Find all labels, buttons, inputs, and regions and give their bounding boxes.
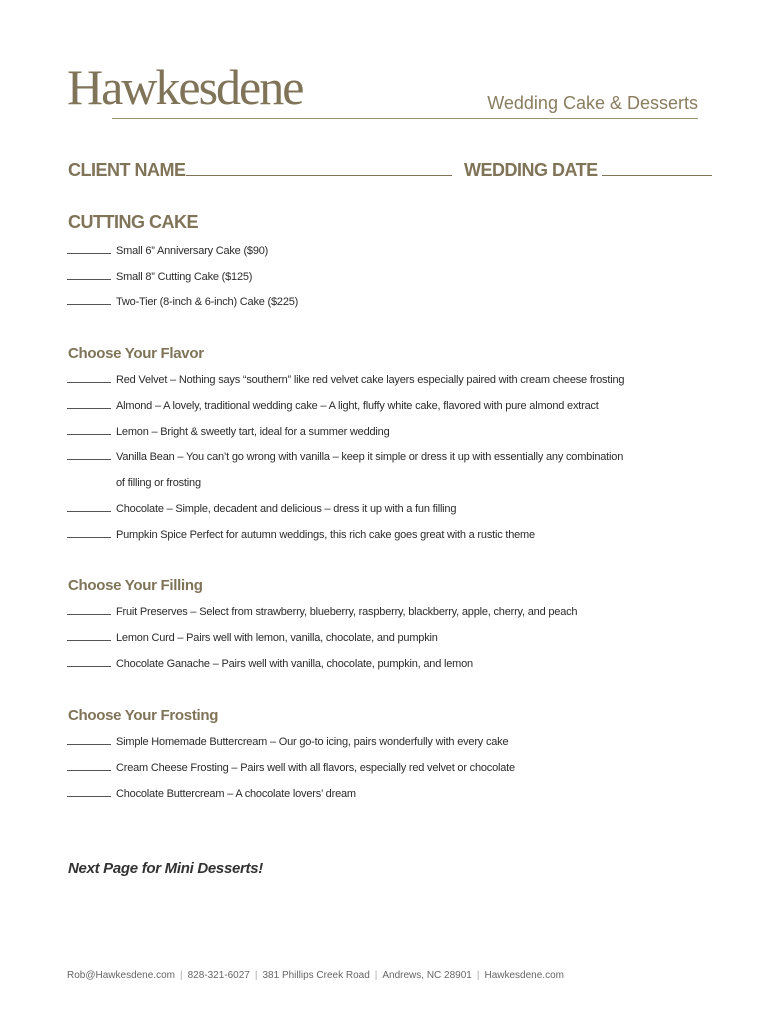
- item-label: Small 8” Cutting Cake ($125): [116, 271, 253, 283]
- selection-blank[interactable]: [67, 450, 111, 460]
- header-divider: [112, 118, 698, 119]
- list-item: [67, 631, 438, 644]
- item-label: Chocolate Buttercream – A chocolate lovers’ dream: [116, 788, 356, 800]
- footer-city: Andrews, NC 28901: [382, 970, 472, 981]
- selection-blank[interactable]: [67, 605, 111, 615]
- client-name-field[interactable]: [186, 161, 452, 176]
- section-title-filling: Choose Your Filling: [68, 577, 203, 594]
- wedding-date-label: WEDDING DATE: [464, 160, 598, 180]
- client-name-label: CLIENT NAME: [68, 160, 186, 180]
- section-title-cutting-cake: CUTTING CAKE: [68, 212, 198, 232]
- list-item: [67, 244, 268, 257]
- item-label: Red Velvet – Nothing says “southern” like red velvet cake layers especially paired with cream cheese frosting: [116, 374, 625, 386]
- selection-blank[interactable]: [67, 399, 111, 409]
- selection-blank[interactable]: [67, 270, 111, 280]
- client-info-row: [68, 160, 712, 181]
- selection-blank[interactable]: [67, 295, 111, 305]
- item-label: Two-Tier (8-inch & 6-inch) Cake ($225): [116, 296, 299, 308]
- selection-blank[interactable]: [67, 502, 111, 512]
- item-label: Vanilla Bean – You can’t go wrong with vanilla – keep it simple or dress it up with essentially any combination: [116, 451, 624, 463]
- list-item: [67, 399, 599, 412]
- section-title-frosting: Choose Your Frosting: [68, 707, 219, 724]
- brand-logo: Hawkesdene: [67, 59, 303, 115]
- list-item: [67, 528, 535, 541]
- list-item: [67, 761, 515, 774]
- wedding-date-field[interactable]: [602, 161, 712, 176]
- list-item: [67, 425, 390, 438]
- footer-phone: 828-321-6027: [187, 970, 250, 981]
- item-label: Pumpkin Spice Perfect for autumn weddings, this rich cake goes great with a rustic theme: [116, 529, 535, 541]
- item-label: Fruit Preserves – Select from strawberry, blueberry, raspberry, blackberry, apple, cherry, and peach: [116, 606, 578, 618]
- selection-blank[interactable]: [67, 425, 111, 435]
- list-item: [67, 295, 298, 308]
- selection-blank[interactable]: [67, 787, 111, 797]
- list-item: [67, 450, 623, 463]
- footer-separator: |: [179, 970, 183, 981]
- selection-blank[interactable]: [67, 735, 111, 745]
- section-title-flavor: Choose Your Flavor: [68, 345, 204, 362]
- footer-website[interactable]: Hawkesdene.com: [484, 970, 564, 981]
- list-item: [67, 605, 577, 618]
- footer-separator: |: [254, 970, 258, 981]
- selection-blank[interactable]: [67, 657, 111, 667]
- item-label: Almond – A lovely, traditional wedding cake – A light, fluffy white cake, flavored with pure almond extract: [116, 400, 599, 412]
- item-label: Lemon Curd – Pairs well with lemon, vanilla, chocolate, and pumpkin: [116, 632, 438, 644]
- item-label: Chocolate Ganache – Pairs well with vanilla, chocolate, pumpkin, and lemon: [116, 658, 473, 670]
- footer-email[interactable]: Rob@Hawkesdene.com: [67, 970, 175, 981]
- item-label: Simple Homemade Buttercream – Our go-to icing, pairs wonderfully with every cake: [116, 736, 509, 748]
- next-page-note: Next Page for Mini Desserts!: [68, 860, 263, 877]
- footer-separator: |: [374, 970, 378, 981]
- list-item: [67, 735, 508, 748]
- selection-blank[interactable]: [67, 761, 111, 771]
- item-label: Small 6” Anniversary Cake ($90): [116, 245, 269, 257]
- list-item: [67, 373, 624, 386]
- list-item: [67, 502, 456, 515]
- list-item: [67, 270, 252, 283]
- selection-blank[interactable]: [67, 528, 111, 538]
- selection-blank[interactable]: [67, 373, 111, 383]
- footer-address: 381 Phillips Creek Road: [262, 970, 370, 981]
- item-continuation: of filling or frosting: [116, 477, 201, 489]
- footer-separator: |: [476, 970, 480, 981]
- item-label: Chocolate – Simple, decadent and delicious – dress it up with a fun filling: [116, 503, 457, 515]
- selection-blank[interactable]: [67, 631, 111, 641]
- item-label: Lemon – Bright & sweetly tart, ideal for a summer wedding: [116, 426, 390, 438]
- list-item: [67, 657, 473, 670]
- item-label: Cream Cheese Frosting – Pairs well with all flavors, especially red velvet or chocolate: [116, 762, 515, 774]
- footer-contact: [67, 970, 564, 981]
- list-item: [67, 787, 356, 800]
- document-subtitle: Wedding Cake & Desserts: [487, 93, 698, 113]
- selection-blank[interactable]: [67, 244, 111, 254]
